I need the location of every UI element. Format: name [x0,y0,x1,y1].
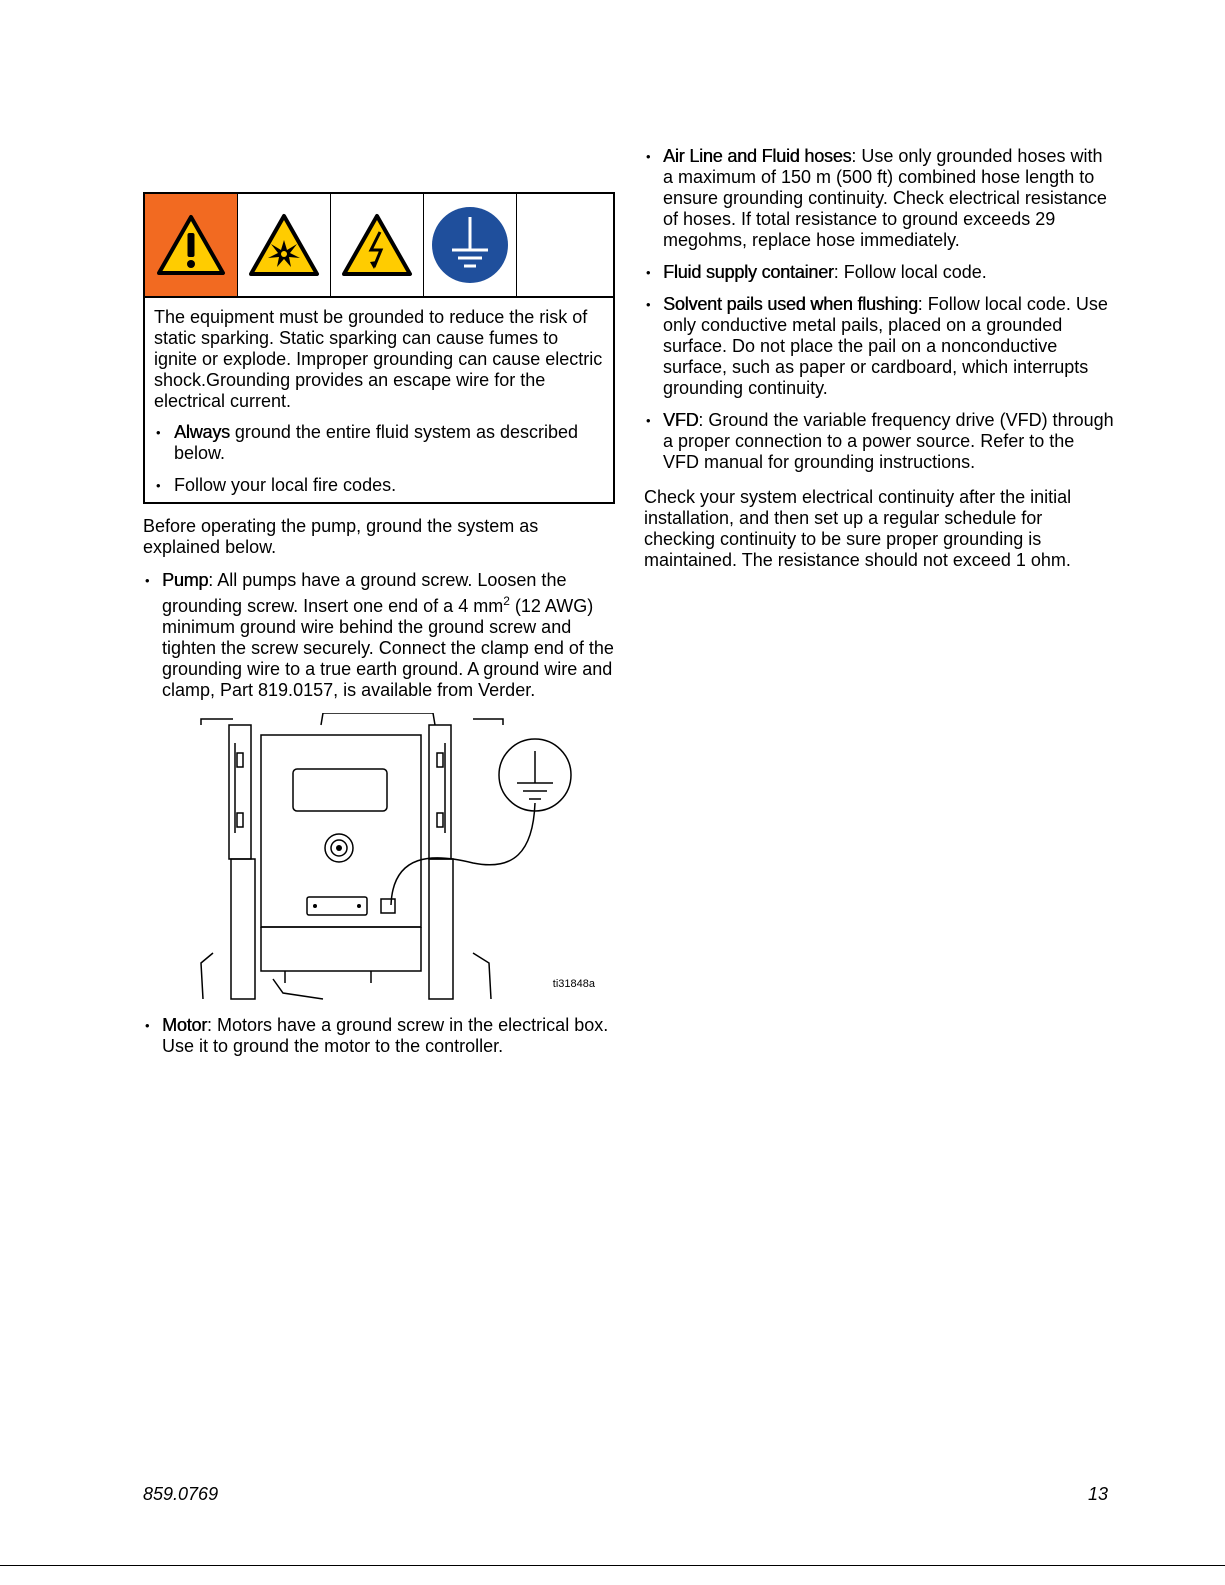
pump-grounding-figure [173,713,613,1003]
grounding-items-list [644,146,1114,473]
warning-bullet-always: • Always ground the entire fluid system as described below. [154,422,605,464]
motor-bullet: • Motor: Motors have a ground screw in the electrical box. Use it to ground the motor to the controller. [143,1015,615,1057]
bullet-vfd: • VFD: Ground the variable frequency drive (VFD) through a proper connection to a power source. Refer to the VFD manual for grounding instructions. [644,410,1114,473]
warning-box [143,192,615,504]
motor-bullet-list [143,1015,615,1057]
ground-symbol-icon [424,194,517,296]
pump-bullet: • Pump: All pumps have a ground screw. Loosen the grounding screw. Insert one end of a 4 $mm^2$ (12 AWG) minimum ground wire behind the ground screw and tighten the screw securely. Connect the clamp end of the grounding wire to a true earth ground. A ground wire and clamp, Part 819.0157, is available from Verder. [143,570,615,701]
fire-explosion-icon [238,194,331,296]
figure-caption: ti31848a [552,978,595,990]
warning-text [145,298,613,502]
bottom-rule [0,1565,1225,1566]
page-number: 13 [1087,1484,1108,1504]
bullet-solvent-pails: • Solvent pails used when flushing: Follow local code. Use only conductive metal pails, placed on a grounded surface. Do not place the pail on a nonconductive surface, such as paper or cardboard, which interrupts grounding continuity. [644,294,1114,399]
continuity-paragraph: Check your system electrical continuity after the initial installation, and then set up a regular schedule for checking continuity to be sure proper grounding is maintained. The resistance should not exceed 1 ohm. [644,487,1072,570]
empty-icon-cell [517,194,613,296]
warning-bullet-fire-codes: • Follow your local fire codes. [154,475,605,496]
pump-grounding-drawing [173,713,613,1003]
right-column [644,146,1114,583]
warning-intro: The equipment must be grounded to reduce the risk of static sparking. Static sparking can cause fumes to ignite or explode. Improper grounding can cause electric shock.Grounding provides an escape wire for the electrical current. [154,307,603,411]
grounding-intro: Before operating the pump, ground the system as explained below. [143,516,539,557]
bullet-air-line-fluid-hoses: • Air Line and Fluid hoses: Use only grounded hoses with a maximum of 150 m (500 ft) combined hose length to ensure grounding continuity. Check electrical resistance of hoses. If total resistance to ground exceeds 29 megohms, replace hose immediately. [644,146,1114,251]
bullet-fluid-supply-container: • Fluid supply container: Follow local code. [644,262,1114,283]
pump-bullet-list [143,570,615,701]
left-column [143,192,615,1057]
warning-icon-row [145,194,613,298]
warning-bullets [154,422,605,496]
warning-general-icon [145,194,238,296]
document-number: 859.0769 [143,1484,219,1504]
electric-shock-icon [331,194,424,296]
